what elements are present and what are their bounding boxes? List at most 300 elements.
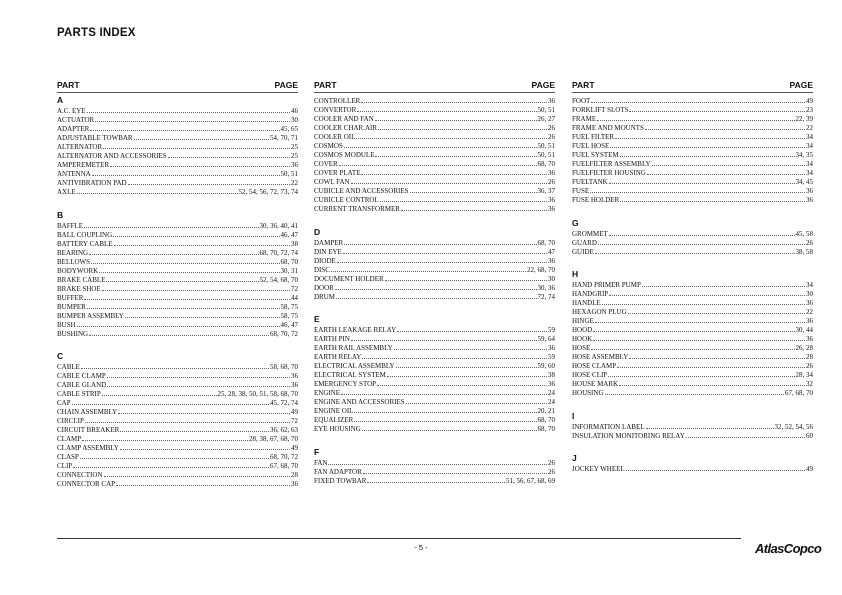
- page-references: 36: [806, 317, 813, 325]
- index-section: [314, 227, 555, 301]
- page-references: 36: [291, 372, 298, 380]
- page-references: 46: [291, 107, 298, 115]
- page-references: 36: [548, 256, 555, 265]
- index-entry: [314, 204, 555, 213]
- index-entry: [572, 159, 813, 168]
- part-name: BUSH: [57, 320, 76, 329]
- dot-leader: [104, 470, 291, 477]
- index-entry: [57, 329, 298, 338]
- index-entry: [57, 362, 298, 371]
- part-name: EYE HOUSING: [314, 425, 361, 433]
- page-references: 22: [291, 179, 298, 187]
- page-references: 68, 70, 72, 74: [259, 248, 298, 257]
- header-page: PAGE: [789, 80, 813, 90]
- index-entry: [572, 334, 813, 343]
- column-header: [314, 80, 555, 93]
- page-references: 45, 58: [795, 229, 813, 238]
- part-name: DOCUMENT HOLDER: [314, 274, 384, 283]
- part-name: BEARING: [57, 248, 89, 257]
- index-entry: [314, 352, 555, 361]
- index-entry: [57, 479, 298, 488]
- page-references: 26: [806, 238, 813, 247]
- index-entry: [572, 132, 813, 141]
- page-references: 58, 75: [280, 302, 298, 311]
- dot-leader: [73, 461, 269, 468]
- page-references: 38: [291, 239, 298, 248]
- index-section: [572, 218, 813, 256]
- dot-leader: [90, 124, 279, 131]
- part-name: FAN: [314, 458, 328, 467]
- dot-leader: [85, 416, 290, 423]
- section-letter: H: [572, 269, 579, 279]
- page-references: 25: [291, 143, 298, 151]
- index-entry: [314, 476, 555, 485]
- page-references: 36: [548, 205, 555, 213]
- dot-leader: [377, 379, 547, 386]
- index-entry: [572, 238, 813, 247]
- page-references: 26: [548, 467, 555, 476]
- dot-leader: [77, 320, 280, 327]
- section-letter: F: [314, 446, 320, 457]
- index-entry: [314, 238, 555, 247]
- part-name: FAN ADAPTOR: [314, 467, 362, 476]
- dot-leader: [106, 275, 258, 282]
- part-name: CABLE STRIP: [57, 390, 101, 398]
- page-references: 50, 51: [280, 170, 298, 178]
- index-entry: [314, 195, 555, 204]
- dot-leader: [81, 362, 269, 369]
- part-name: CONVERTOR: [314, 106, 357, 114]
- page-references: 26, 28: [795, 344, 813, 352]
- dot-leader: [77, 187, 238, 194]
- dot-leader: [339, 159, 537, 166]
- section-letter: I: [572, 410, 575, 421]
- page-references: 72, 74: [537, 292, 555, 301]
- page-references: 51, 56, 67, 68, 69: [506, 476, 555, 485]
- part-name: FUEL FILTER: [572, 133, 615, 141]
- index-entry: [314, 96, 555, 105]
- index-entry: [57, 275, 298, 284]
- dot-leader: [609, 229, 795, 236]
- dot-leader: [593, 334, 805, 341]
- page-references: 58, 75: [280, 311, 298, 320]
- index-entry: [57, 398, 298, 407]
- page-references: 32: [806, 380, 813, 388]
- index-entry: [314, 168, 555, 177]
- index-entry: [57, 389, 298, 398]
- index-entry: [572, 150, 813, 159]
- index-entry: [572, 114, 813, 123]
- page-references: 45, 72, 74: [270, 399, 298, 407]
- index-entry: [314, 150, 555, 159]
- page-references: 36: [548, 169, 555, 177]
- index-entry: [572, 343, 813, 352]
- index-section: [57, 351, 298, 488]
- part-name: COSMOS: [314, 142, 343, 150]
- dot-leader: [343, 247, 547, 254]
- page-references: 28, 38, 67, 68, 70: [249, 435, 298, 443]
- page-references: 25: [291, 152, 298, 160]
- page-references: 28: [806, 353, 813, 361]
- part-name: COOLER OIL: [314, 133, 356, 141]
- index-entry: [314, 379, 555, 388]
- page-references: 59, 64: [537, 335, 555, 343]
- dot-leader: [134, 133, 269, 140]
- part-name: DRUM: [314, 292, 336, 301]
- dot-leader: [99, 266, 279, 273]
- dot-leader: [92, 169, 280, 176]
- page-references: 30: [806, 290, 813, 298]
- part-name: CAP: [57, 399, 71, 407]
- part-name: HEXAGON PLUG: [572, 308, 627, 316]
- page-references: 49: [291, 408, 298, 416]
- dot-leader: [168, 151, 290, 158]
- index-entry: [572, 352, 813, 361]
- page-references: 34, 45: [795, 178, 813, 186]
- index-entry: [572, 280, 813, 289]
- section-letter: J: [572, 453, 577, 463]
- dot-leader: [128, 178, 290, 185]
- dot-leader: [362, 352, 547, 359]
- part-name: EARTH LEAKAGE RELAY: [314, 326, 397, 334]
- column-header: [572, 80, 813, 93]
- part-name: FOOT: [572, 97, 591, 105]
- dot-leader: [113, 230, 279, 237]
- section-letter: D: [314, 226, 321, 237]
- index-entry: [57, 160, 298, 169]
- part-name: AXLE: [57, 188, 76, 196]
- page-references: 36: [291, 480, 298, 488]
- part-name: EARTH RAIL ASSEMBLY: [314, 344, 393, 352]
- part-name: JOCKEY WHEEL: [572, 465, 625, 473]
- page-references: 32, 52, 54, 56: [774, 422, 813, 431]
- index-entry: [57, 302, 298, 311]
- page-references: 50, 51: [537, 142, 555, 150]
- index-entry: [572, 370, 813, 379]
- part-name: COWL FAN: [314, 178, 350, 186]
- index-entry: [572, 229, 813, 238]
- index-section: [572, 93, 813, 204]
- page-references: 24: [548, 398, 555, 406]
- page-references: 26: [548, 178, 555, 186]
- page-references: 30, 36: [537, 283, 555, 292]
- part-name: AMPEREMETER: [57, 161, 110, 169]
- page-references: 34: [806, 133, 813, 141]
- page-references: 30, 36, 40, 41: [259, 221, 298, 230]
- dot-leader: [87, 302, 280, 309]
- dot-leader: [351, 177, 547, 184]
- part-name: INSULATION MONITORING RELAY: [572, 431, 685, 440]
- section-letter: B: [57, 209, 64, 220]
- dot-leader: [328, 458, 547, 465]
- index-entry: [314, 458, 555, 467]
- dot-leader: [120, 425, 269, 432]
- dot-leader: [394, 343, 547, 350]
- page-references: 50, 51: [537, 151, 555, 159]
- header-page: PAGE: [531, 80, 555, 90]
- index-entry: [314, 424, 555, 433]
- page-references: 22, 39: [795, 115, 813, 123]
- part-name: CABLE CLAMP: [57, 372, 106, 380]
- index-entry: [314, 361, 555, 370]
- dot-leader: [91, 257, 279, 264]
- page-references: 68, 70: [537, 416, 555, 424]
- dot-leader: [628, 307, 805, 314]
- part-name: ANTENNA: [57, 170, 91, 178]
- page-references: 26: [548, 133, 555, 141]
- footer-divider: [57, 538, 741, 539]
- part-name: FRAME: [572, 115, 597, 123]
- dot-leader: [595, 316, 805, 323]
- dot-leader: [620, 195, 805, 202]
- index-entry: [572, 298, 813, 307]
- dot-leader: [107, 380, 290, 387]
- part-name: HANDGRIP: [572, 290, 609, 298]
- dot-leader: [337, 256, 547, 263]
- page-references: 30, 31: [280, 266, 298, 275]
- index-entry: [57, 371, 298, 380]
- part-name: FORKLIFT SLOTS: [572, 106, 629, 114]
- page-references: 46, 47: [280, 320, 298, 329]
- page-references: 36: [806, 299, 813, 307]
- page-references: 25, 28, 38, 50, 51, 58, 68, 70: [217, 390, 298, 398]
- dot-leader: [598, 238, 805, 245]
- index-entry: [57, 151, 298, 160]
- dot-leader: [120, 443, 290, 450]
- part-name: COVER PLATE: [314, 169, 361, 177]
- index-entry: [57, 133, 298, 142]
- index-entry: [572, 422, 813, 431]
- dot-leader: [619, 379, 805, 386]
- part-name: HINGE: [572, 317, 594, 325]
- index-entry: [57, 106, 298, 115]
- index-entry: [57, 452, 298, 461]
- dot-leader: [609, 289, 805, 296]
- part-name: ENGINE OIL: [314, 407, 354, 415]
- page-references: 49: [806, 97, 813, 105]
- page-references: 50, 51: [537, 106, 555, 114]
- dot-leader: [344, 238, 536, 245]
- index-entry: [314, 177, 555, 186]
- part-name: CURRENT TRANSFORMER: [314, 205, 400, 213]
- index-entry: [57, 434, 298, 443]
- index-entry: [314, 370, 555, 379]
- part-name: FUSE HOLDER: [572, 196, 620, 204]
- part-name: COOLER CHAR.AIR: [314, 124, 378, 132]
- index-entry: [57, 124, 298, 133]
- page-references: 26: [548, 458, 555, 467]
- index-entry: [314, 159, 555, 168]
- page-references: 30: [291, 116, 298, 124]
- index-entry: [314, 123, 555, 132]
- index-entry: [57, 221, 298, 230]
- dot-leader: [335, 283, 537, 290]
- part-name: FUEL HOSE: [572, 142, 610, 150]
- page-references: 26: [548, 124, 555, 132]
- part-name: CUBICLE AND ACCESSORIES: [314, 187, 409, 195]
- page-references: 26, 27: [537, 115, 555, 123]
- part-name: CLASP: [57, 453, 79, 461]
- dot-leader: [82, 434, 248, 441]
- part-name: BUSHING: [57, 329, 89, 338]
- dot-leader: [361, 168, 547, 175]
- index-section: [572, 269, 813, 397]
- page-references: 47: [548, 247, 555, 256]
- part-name: FUELTANK: [572, 178, 608, 186]
- part-name: FIXED TOWBAR: [314, 476, 367, 485]
- dot-leader: [118, 407, 290, 414]
- dot-leader: [103, 142, 290, 149]
- dot-leader: [686, 431, 805, 438]
- dot-leader: [367, 476, 505, 483]
- page-references: 24: [548, 389, 555, 397]
- part-name: HOOK: [572, 335, 593, 343]
- dot-leader: [629, 352, 805, 359]
- dot-leader: [84, 221, 258, 228]
- page-references: 20, 21: [537, 407, 555, 415]
- index-entry: [572, 464, 813, 473]
- part-name: CABLE GLAND: [57, 381, 107, 389]
- dot-leader: [375, 114, 537, 121]
- part-name: CUBICLE CONTROL: [314, 196, 379, 204]
- index-entry: [57, 470, 298, 479]
- index-entry: [57, 293, 298, 302]
- part-name: BUMPER ASSEMBLY: [57, 311, 124, 320]
- part-name: CONTROLLER: [314, 97, 361, 105]
- page-references: 54, 70, 71: [270, 134, 298, 142]
- dot-leader: [344, 141, 537, 148]
- page-references: 36: [548, 196, 555, 204]
- part-name: CONNECTOR CAP: [57, 480, 116, 488]
- index-entry: [572, 195, 813, 204]
- part-name: DOOR: [314, 283, 334, 292]
- dot-leader: [608, 370, 794, 377]
- part-name: FUELFILTER HOUSING: [572, 169, 646, 177]
- part-name: HAND PRIMER PUMP: [572, 281, 641, 289]
- dot-leader: [652, 159, 805, 166]
- page-references: 68, 70, 72: [270, 453, 298, 461]
- dot-leader: [626, 464, 805, 471]
- index-entry: [572, 307, 813, 316]
- index-entry: [572, 168, 813, 177]
- index-section: [572, 453, 813, 473]
- dot-leader: [89, 248, 258, 255]
- index-column-2: [314, 80, 555, 498]
- index-entry: [314, 186, 555, 195]
- dot-leader: [406, 397, 547, 404]
- dot-leader: [591, 343, 794, 350]
- page-number: - 5 -: [414, 543, 428, 552]
- index-entry: [57, 115, 298, 124]
- index-entry: [57, 311, 298, 320]
- page-references: 36: [548, 97, 555, 105]
- index-entry: [572, 177, 813, 186]
- part-name: ALTERNATOR: [57, 143, 103, 151]
- page-references: 23: [806, 106, 813, 114]
- part-name: ACTUATOR: [57, 116, 95, 124]
- dot-leader: [617, 361, 805, 368]
- part-name: HOUSING: [572, 389, 604, 397]
- dot-leader: [645, 123, 805, 130]
- dot-leader: [590, 186, 805, 193]
- index-entry: [572, 431, 813, 440]
- part-name: INFORMATION LABEL: [572, 422, 645, 431]
- page-references: 28: [291, 471, 298, 479]
- header-page: PAGE: [274, 80, 298, 90]
- part-name: CABLE: [57, 363, 80, 371]
- dot-leader: [72, 398, 269, 405]
- dot-leader: [620, 150, 795, 157]
- part-name: FUELFILTER ASSEMBLY: [572, 160, 651, 168]
- dot-leader: [116, 479, 290, 486]
- section-letter: G: [572, 217, 579, 228]
- part-name: CLIP: [57, 462, 73, 470]
- index-entry: [572, 379, 813, 388]
- column-header: [57, 80, 298, 93]
- index-section: [572, 411, 813, 440]
- dot-leader: [602, 298, 805, 305]
- dot-leader: [401, 204, 547, 211]
- dot-leader: [615, 132, 805, 139]
- dot-leader: [410, 186, 537, 193]
- part-name: FRAME AND MOUNTS: [572, 124, 644, 132]
- dot-leader: [102, 389, 217, 396]
- page-references: 38: [548, 371, 555, 379]
- page-references: 36, 62, 63: [270, 426, 298, 434]
- index-entry: [314, 343, 555, 352]
- page-references: 68, 70: [537, 160, 555, 168]
- page-references: 36: [806, 335, 813, 343]
- page-references: 49: [291, 444, 298, 452]
- dot-leader: [397, 325, 547, 332]
- index-entry: [314, 388, 555, 397]
- index-entry: [572, 289, 813, 298]
- part-name: ELECTRICAL ASSEMBLY: [314, 362, 395, 370]
- index-entry: [572, 105, 813, 114]
- header-part: PART: [572, 80, 595, 90]
- page-references: 68, 70: [537, 238, 555, 247]
- part-name: DIN EYE: [314, 247, 342, 256]
- index-entry: [57, 248, 298, 257]
- dot-leader: [378, 123, 547, 130]
- index-entry: [314, 415, 555, 424]
- index-entry: [572, 316, 813, 325]
- index-entry: [572, 96, 813, 105]
- index-entry: [314, 141, 555, 150]
- page-references: 46, 47: [280, 230, 298, 239]
- part-name: ADAPTER: [57, 125, 90, 133]
- index-section: [57, 210, 298, 338]
- page-title: PARTS INDEX: [57, 27, 136, 39]
- index-entry: [572, 141, 813, 150]
- part-name: DISC: [314, 265, 330, 274]
- index-entry: [57, 407, 298, 416]
- index-entry: [57, 178, 298, 187]
- dot-leader: [385, 274, 547, 281]
- part-name: HOSE ASSEMBLY: [572, 353, 629, 361]
- index-entry: [57, 239, 298, 248]
- dot-leader: [80, 452, 269, 459]
- dot-leader: [331, 265, 526, 272]
- index-column-1: [57, 80, 298, 502]
- part-name: GROMMET: [572, 229, 608, 238]
- part-name: COVER: [314, 160, 338, 168]
- index-entry: [314, 334, 555, 343]
- page-references: 58, 68, 70: [270, 363, 298, 371]
- dot-leader: [341, 388, 547, 395]
- index-entry: [314, 132, 555, 141]
- part-name: HOSE: [572, 344, 591, 352]
